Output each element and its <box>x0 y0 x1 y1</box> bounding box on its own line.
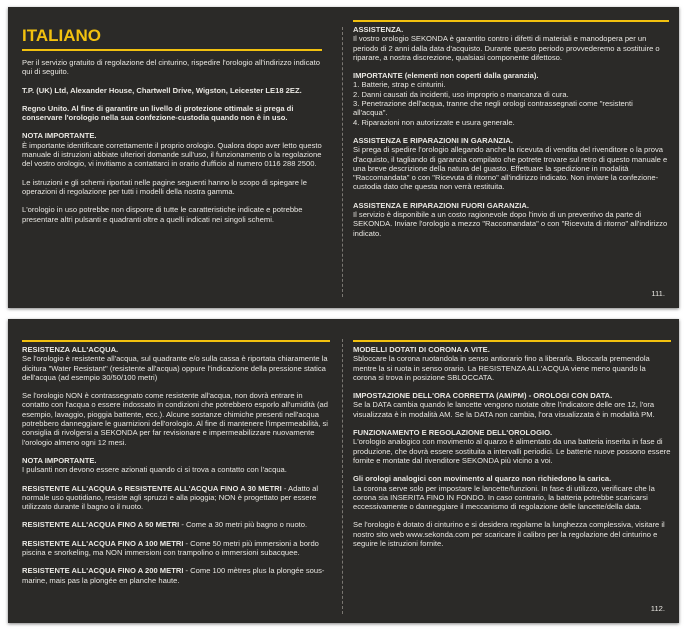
r50-text: - Come a 30 metri più bagno o nuoto. <box>179 520 308 530</box>
r50-paragraph <box>22 520 330 529</box>
r200-paragraph <box>22 566 330 585</box>
nota-text: I pulsanti non devono essere azionati quando ci si trova a contatto con l'acqua. <box>22 465 287 475</box>
nota-text: È importante identificare correttamente il proprio orologio. Qualora dopo aver letto questo manuale di istruzioni abbiate ulteriori domande sull'uso, il funzionamento o la regolazione del vostro orologio, vi invitiamo a contattarci in orario d'ufficio al numero 0116 288 2500. <box>22 140 322 169</box>
page-number: 111. <box>651 289 665 298</box>
column-divider <box>342 339 343 614</box>
ampm-text: Se la DATA cambia quando le lancette vengono ruotate oltre l'indicatore delle ore 12, l'ora visualizzata è in modalità AM. Se la DATA non cambia, l'ora visualizzata è in modalità PM. <box>353 400 655 419</box>
list-item: 1. Batterie, strap e cinturini. <box>353 80 446 90</box>
list-item: 2. Danni causati da incidenti, uso improprio o mancanza di cura. <box>353 89 569 99</box>
fuori-text: Il servizio è disponibile a un costo ragionevole dopo l'invio di un preventivo da parte di SEKONDA. Inviare l'orologio a mezzo "Raccomandata" o con "Ricevuta di ritorno" all'indirizzo indicato. <box>353 210 668 238</box>
r100-text: - Come 50 metri più immersioni a bordo piscina e snorkeling, ma NON immersioni con trampolino o immersioni subacquee. <box>22 538 319 558</box>
list-item: 3. Penetrazione dell'acqua, tranne che negli orologi contrassegnati come "resistenti all'acqua". <box>353 99 633 118</box>
right-column <box>353 319 671 548</box>
quarzo-text: La corona serve solo per impostare le lancette/funzioni. In fase di utilizzo, verificare che la corona sia INSERITA FINO IN FONDO. In caso contrario, la batteria potrebbe scaricarsi eccessivamente o danneggiare il meccanismo di regolazione delle lancette/della data. <box>353 483 655 512</box>
manual-page-112 <box>8 319 679 623</box>
right-rule <box>353 20 669 22</box>
r30-text: - Adatto al normale uso quotidiano, resiste agli spruzzi e alla pioggia; NON è progettato per essere utilizzato durante il bagno o il nuoto. <box>22 483 319 512</box>
corona-heading: MODELLI DOTATI DI CORONA A VITE. <box>353 345 490 354</box>
list-item: 4. Riparazioni non autorizzate e usura generale. <box>353 117 515 127</box>
garanzia-text: Si prega di spedire l'orologio allegando anche la ricevuta di vendita del rivenditore o la prova d'acquisto, il tagliando di garanzia compilato che potrete trovare sul retro di questo manuale e una breve descrizione della natura del guasto. Effettuare la spedizione in modalità "Raccomandata" o con "Ricevuta di ritorno" all'indirizzo indicato. Non inviare la confezione-custodia dato che questa non verrà restituita. <box>353 145 668 192</box>
resistenza-text: Se l'orologio è resistente all'acqua, sul quadrante e/o sulla cassa è riportata chiaramente la dicitura "Water Resistant" (resistente all'acqua) oppure l'indicazione della pressione statica dell'acqua (ad esempio 30/50/100 metri) <box>22 354 328 382</box>
r50-label: RESISTENTE ALL'ACQUA FINO A 50 METRI <box>22 520 180 530</box>
importante-list <box>353 80 669 126</box>
nota-heading: NOTA IMPORTANTE. <box>22 131 97 141</box>
manual-page-111 <box>8 7 679 308</box>
title-rule <box>22 49 322 51</box>
left-column <box>22 319 330 585</box>
right-column <box>353 7 669 238</box>
assistenza-text: Il vostro orologio SEKONDA è garantito contro i difetti di materiali e manodopera per un periodo di 2 anni dalla data d'acquisto. Durante questo periodo provvederemo a sostituire o riparare, a nostra discrezione, qualsiasi componente difettoso. <box>353 34 660 62</box>
r30-label: RESISTENTE ALL'ACQUA o RESISTENTE ALL'ACQUA FINO A 30 METRI <box>22 483 282 493</box>
garanzia-heading: ASSISTENZA E RIPARAZIONI IN GARANZIA. <box>353 135 513 145</box>
nota-heading: NOTA IMPORTANTE. <box>22 455 97 465</box>
corona-text: Sbloccare la corona ruotandola in senso antiorario fino a liberarla. Bloccarla premendola mentre la si ruota in senso orario. La RESISTENZA ALL'ACQUA viene meno quando la corona si trova in posizione SBLOCCATA. <box>353 354 650 382</box>
left-column <box>22 7 322 224</box>
fuori-heading: ASSISTENZA E RIPARAZIONI FUORI GARANZIA. <box>353 200 529 210</box>
istruzioni-text: Le istruzioni e gli schemi riportati nelle pagine seguenti hanno lo scopo di spiegare le operazioni di regolazione per tutti i modelli della nostra gamma. <box>22 177 307 196</box>
quarzo-heading: Gli orologi analogici con movimento al quarzo non richiedono la carica. <box>353 474 612 484</box>
intro-text: Per il servizio gratuito di regolazione del cinturino, rispedire l'orologio all'indirizzo indicato qui di seguito. <box>22 58 320 77</box>
assistenza-heading: ASSISTENZA. <box>353 25 404 34</box>
funzionamento-heading: FUNZIONAMENTO E REGOLAZIONE DELL'OROLOGIO. <box>353 428 553 438</box>
left-rule <box>22 340 330 342</box>
page-number: 112. <box>650 604 665 613</box>
r100-paragraph <box>22 539 330 558</box>
column-divider <box>342 27 343 297</box>
address-text: T.P. (UK) Ltd, Alexander House, Chartwell Drive, Wigston, Leicester LE18 2EZ. <box>22 85 302 95</box>
r100-label: RESISTENTE ALL'ACQUA FINO A 100 METRI <box>22 538 184 548</box>
funzionamento-text: L'orologio analogico con movimento al quarzo è alimentato da una batteria inserita in fase di produzione, che dovrà essere sostituita a intervalli periodici. Le batterie nuove possono essere fornite e montate dal rivenditore SEKONDA più vicino a voi. <box>353 437 671 465</box>
ampm-heading: IMPOSTAZIONE DELL'ORA CORRETTA (AM/PM) - OROLOGI CON DATA. <box>353 391 613 401</box>
right-rule <box>353 340 671 342</box>
page-title: ITALIANO <box>22 26 102 45</box>
resistenza-heading: RESISTENZA ALL'ACQUA. <box>22 345 119 354</box>
web-text: Se l'orologio è dotato di cinturino e si desidera regolarne la lunghezza complessiva, visitare il nostro sito web www.sekonda.com per scaricare il calibro per la regolazione del cinturino e seguire le istruzioni fornite. <box>353 520 665 549</box>
r200-text: - Come 100 mètres plus la plongée sous-marine, mais pas la plongée en planche haute. <box>22 566 325 585</box>
r30-paragraph <box>22 484 330 512</box>
importante-heading: IMPORTANTE (elementi non coperti dalla garanzia). <box>353 71 539 81</box>
non-resistente-text: Se l'orologio NON è contrassegnato come resistente all'acqua, non dovrà entrare in contatto con l'acqua o essere indossato in condizioni che potrebbero esporlo all'umidità (ad esempio, lavaggio, pioggia battente, ecc.). Alcune sostanze chimiche presenti nell'acqua potrebbero danneggiare le guarnizioni dell'orologio. Al fine di mantenere l'impermeabilità, si consiglia di rivolgersi a SEKONDA per far revisionare e impermeabilizzare nuovamente l'orologio almeno ogni 12 mesi. <box>22 391 328 447</box>
r200-label: RESISTENTE ALL'ACQUA FINO A 200 METRI <box>22 566 184 576</box>
regno-text: Regno Unito. Al fine di garantire un livello di protezione ottimale si prega di conservare l'orologio nella sua confezione-custodia quando non è in uso. <box>22 103 294 123</box>
orologio-text: L'orologio in uso potrebbe non disporre di tutte le caratteristiche indicate e potrebbe presentare altri pulsanti e quadranti oltre a quelli indicati nei singoli schemi. <box>22 205 303 224</box>
